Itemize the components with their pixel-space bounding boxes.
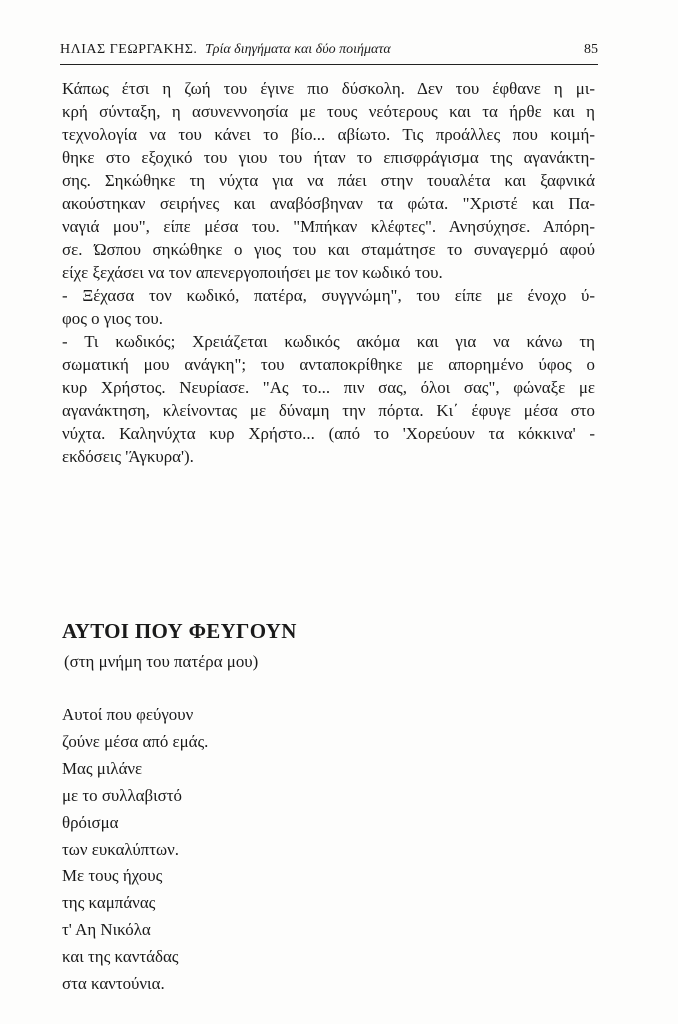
story-line: τεχνολογία να του κάνει το βίο... αβίωτο. Τις προάλλες που κοιμή- [62,125,595,144]
poem-title: ΑΥΤΟΙ ΠΟΥ ΦΕΥΓΟΥΝ [62,619,297,643]
story-line: νύχτα. Καληνύχτα κυρ Χρήστο... (από το 'Χορεύουν τα κόκκινα' - [62,424,595,443]
poem-line: και της καντάδας [62,947,179,967]
page-number: 85 [584,42,598,57]
story-text [62,77,595,468]
story-line: Κάπως έτσι η ζωή του έγινε πιο δύσκολη. Δεν του έφθανε η μι- [62,79,595,98]
poem-line: στα καντούνια. [62,974,165,994]
story-line: κρή σύνταξη, η ασυνεννοησία με τους νεότερους και τα ήρθε και η [62,102,595,121]
poem-line: Με τους ήχους [62,866,163,886]
poem-line: τ' Αη Νικόλα [62,920,151,940]
story-line: φος ο γιος του. [62,309,163,328]
story-line: είχε ξεχάσει να τον απενεργοποιήσει με τον κωδικό του. [62,263,443,282]
poem-line: Μας μιλάνε [62,758,143,778]
poem-line: της καμπάνας [62,893,156,913]
running-header [60,40,598,65]
story-line: - Τι κωδικός; Χρειάζεται κωδικός ακόμα και για να κάνω τη [62,332,595,351]
story-line: θηκε στο εξοχικό του γιου του ήταν το επισφράγισμα της αγανάκτη- [62,148,595,167]
header-book-title: Τρία διηγήματα και δύο ποιήματα [204,42,391,57]
poem-line: θρόισμα [62,812,119,832]
story-line: σωματική μου ανάγκη"; του ανταποκρίθηκε με απορημένο ύφος ο [62,355,595,374]
story-line: - Ξέχασα τον κωδικό, πατέρα, συγγνώμη", του είπε με ένοχο ύ- [62,286,595,305]
poem-line: με το συλλαβιστό [62,785,182,805]
story-line: ναγιά μου", είπε μέσα του. "Μπήκαν κλέφτες". Ανησύχησε. Απόρη- [62,217,595,236]
poem-dedication: (στη μνήμη του πατέρα μου) [64,652,259,671]
poem-line: των ευκαλύπτων. [62,839,179,859]
story-line: εκδόσεις 'Άγκυρα'). [62,447,194,466]
story-line: αγανάκτηση, κλείνοντας με δύναμη την πόρτα. Κι΄ έφυγε μέσα στο [62,401,595,420]
header-author: ΗΛΙΑΣ ΓΕΩΡΓΑΚΗΣ. [60,42,198,57]
story-line: κυρ Χρήστος. Νευρίασε. "Ας το... πιν σας, όλοι σας", φώναξε με [62,378,595,397]
story-line: σης. Σηκώθηκε τη νύχτα για να πάει στην τουαλέτα και ξαφνικά [62,171,595,190]
story-line: ακούστηκαν σειρήνες και αναβόσβηναν τα φώτα. "Χριστέ και Πα- [62,194,595,213]
story-line: σε. Ώσπου σηκώθηκε ο γιος του και σταμάτησε το συναγερμό αφού [62,240,595,259]
poem-line: Αυτοί που φεύγουν [62,705,194,724]
poem-line: ζούνε μέσα από εμάς. [62,731,209,751]
poem-body [62,702,208,998]
